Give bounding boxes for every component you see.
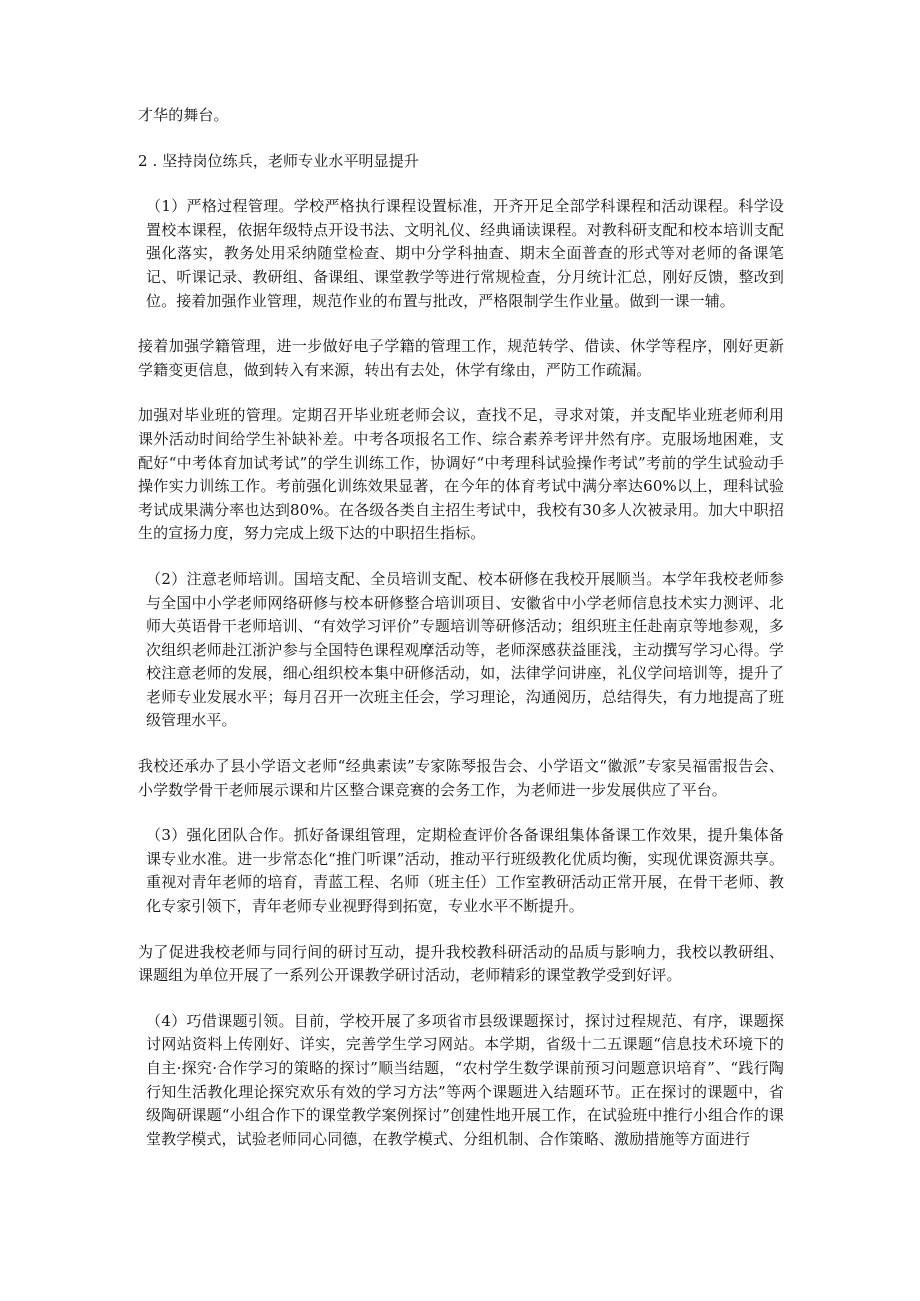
paragraph-research-projects: （4）巧借课题引领。目前，学校开展了多项省市县级课题探讨，探讨过程规范、有序，课题探讨网站资料上传刚好、详实，完善学生学习网站。本学期，省级十二五课题“信息技术环境下的自主·探究·合作学习的策略的探讨”顺当结题，“农村学生数学课前预习问题意识培育”、“践行陶行知生活教化理论探究欢乐有效的学习方法”等两个课题进入结题环节。正在探讨的课题中，省级陶研课题“小组合作下的课堂教学案例探讨”创建性地开展工作，在试验班中推行小组合作的课堂教学模式，试验老师同心同德，在教学模式、分组机制、合作策略、激励措施等方面进行 <box>146 1011 784 1148</box>
paragraph-student-records: 接着加强学籍管理，进一步做好电子学籍的管理工作，规范转学、借读、休学等程序，刚好更新学籍变更信息，做到转入有来源，转出有去处，休学有缘由，严防工作疏漏。 <box>138 337 784 379</box>
paragraph-team-cooperation: （3）强化团队合作。抓好备课组管理，定期检查评价各备课组集体备课工作效果，提升集体备课专业水准。进一步常态化“推门听课”活动，推动平行班级教化优质均衡，实现优课资源共享。重视对青年老师的培育，青蓝工程、名师（班主任）工作室教研活动正常开展，在骨干老师、教化专家引领下，青年老师专业视野得到拓宽，专业水平不断提升。 <box>146 826 784 916</box>
paragraph-teacher-training: （2）注意老师培训。国培支配、全员培训支配、校本研修在我校开展顺当。本学年我校老师参与全国中小学老师网络研修与校本研修整合培训项目、安徽省中小学老师信息技术实力测评、北师大英语骨干老师培训、“有效学习评价”专题培训等研修活动；组织班主任赴南京等地参观，多次组织老师赴江浙沪参与全国特色课程观摩活动等，老师深感获益匪浅，主动撰写学习心得。学校注意老师的发展，细心组织校本集中研修活动，如，法律学问讲座，礼仪学问培训等，提升了老师专业发展水平；每月召开一次班主任会，学习理论，沟通阅历，总结得失，有力地提高了班级管理水平。 <box>146 569 784 730</box>
paragraph-continuation: 才华的舞台。 <box>138 106 229 124</box>
paragraph-process-management: （1）严格过程管理。学校严格执行课程设置标准，开齐开足全部学科课程和活动课程。科学设置校本课程，依据年级特点开设书法、文明礼仪、经典诵读课程。对教科研支配和校本培训支配强化落实，教务处用采纳随堂检查、期中分学科抽查、期末全面普查的形式等对老师的备课笔记、听课记录、教研组、备课组、课堂教学等进行常规检查，分月统计汇总，刚好反馈，整改到位。接着加强作业管理，规范作业的布置与批改，严格限制学生作业量。做到一课一辅。 <box>146 197 784 310</box>
document-page <box>138 104 784 1151</box>
paragraph-research-interaction: 为了促进我校老师与同行间的研讨互动，提升我校教科研活动的品质与影响力，我校以教研组、课题组为单位开展了一系列公开课教学研讨活动，老师精彩的课堂教学受到好评。 <box>138 942 784 985</box>
paragraph-graduating-class: 加强对毕业班的管理。定期召开毕业班老师会议，查找不足，寻求对策，并支配毕业班老师利用课外活动时间给学生补缺补差。中考各项报名工作、综合素养考评井然有序。克服场地困难，支配好“中考体育加试考试”的学生训练工作，协调好“中考理科试验操作考试”考前的学生试验动手操作实力训练工作。考前强化训练效果显著，在今年的体育考试中满分率达60%以上，理科试验考试成果满分率也达到80%。在各级各类自主招生考试中，我校有30多人次被录用。加大中职招生的宣扬力度，努力完成上级下达的中职招生指标。 <box>138 406 784 543</box>
section-heading: 2 . 坚持岗位练兵，老师专业水平明显提升 <box>138 151 419 170</box>
paragraph-hosted-events: 我校还承办了县小学语文老师“经典素读”专家陈琴报告会、小学语文“徽派”专家吴福雷报告会、小学数学骨干老师展示课和片区整合课竞赛的会务工作，为老师进一步发展供应了平台。 <box>138 757 784 799</box>
